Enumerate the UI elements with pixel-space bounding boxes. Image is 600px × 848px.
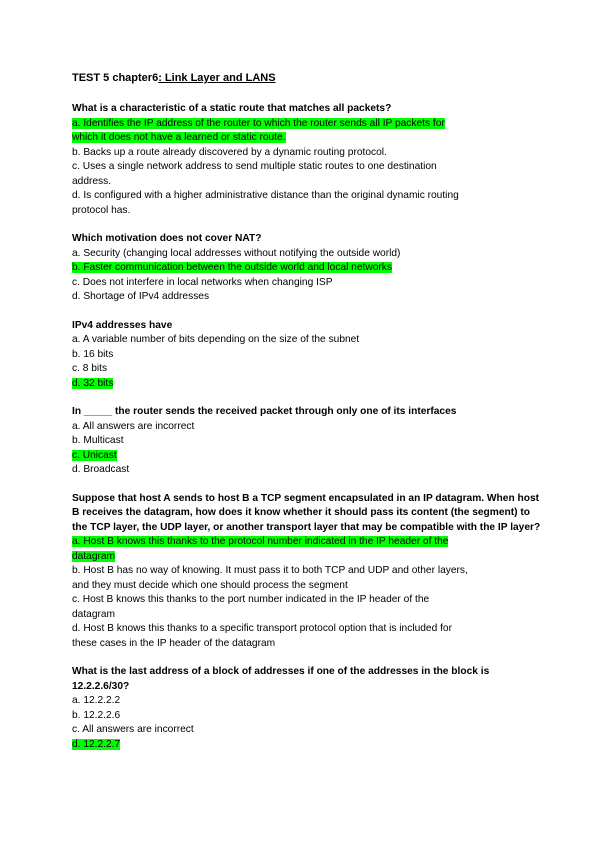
answer-text: b. Multicast (72, 435, 124, 446)
correct-answer-line (72, 261, 542, 276)
correct-answer-line (72, 738, 542, 753)
answer-line (72, 709, 542, 724)
answer-text: datagram (72, 550, 116, 562)
answer-text: which it does not have a learned or static route. (72, 132, 286, 143)
answer-line (72, 189, 542, 204)
title-prefix: TEST 5 chapter6 (72, 72, 159, 84)
question-block (72, 405, 542, 478)
answer-line (72, 175, 542, 190)
answer-line (72, 247, 542, 262)
answer-text: d. 32 bits (72, 377, 114, 389)
answer-line (72, 637, 542, 652)
question-block (72, 232, 542, 305)
answer-text: d. Is configured with a higher administrative distance than the original dynamic routing (72, 190, 459, 201)
answer-line (72, 608, 542, 623)
title-underlined: : Link Layer and LANS (158, 72, 276, 84)
document-content (72, 71, 542, 766)
answer-line (72, 579, 542, 594)
question-text: Which motivation does not cover NAT? (72, 233, 262, 244)
correct-answer-line (72, 377, 542, 392)
answer-text: datagram (72, 608, 116, 620)
question-text: Suppose that host A sends to host B a TCP segment encapsulated in an IP datagram. When host B receives the datagram, how does it know whether it should pass its content (the segment) to the TCP layer, the UDP layer, or another transport layer that may be compatible with the IP layer? (72, 492, 541, 533)
answer-line (72, 694, 542, 709)
question-text: What is a characteristic of a static route that matches all packets? (72, 103, 392, 114)
answer-text: c. Uses a single network address to send multiple static routes to one destination (72, 161, 437, 172)
answer-text: b. Backs up a route already discovered by a dynamic routing protocol. (72, 146, 387, 158)
answer-text: a. Identifies the IP address of the router to which the router sends all IP packets for (72, 117, 445, 129)
answer-line (72, 362, 542, 377)
answer-line (72, 276, 542, 291)
answer-text: protocol has. (72, 204, 131, 216)
answer-text: d. 12.2.2.7 (72, 738, 121, 750)
correct-answer-line (72, 535, 542, 550)
answer-text: d. Broadcast (72, 464, 130, 475)
answer-line (72, 622, 542, 637)
answer-text: a. Security (changing local addresses without notifying the outside world) (72, 247, 401, 259)
answer-line (72, 593, 542, 608)
answer-text: these cases in the IP header of the datagram (72, 637, 276, 649)
answer-line (72, 434, 542, 449)
answer-text: c. Host B knows this thanks to the port number indicated in the IP header of the (72, 594, 430, 605)
question-text: What is the last address of a block of addresses if one of the addresses in the block is 12.2.2.6/30? (72, 666, 490, 692)
answer-text: a. Host B knows this thanks to the protocol number indicated in the IP header of the (72, 536, 449, 547)
question-list (72, 102, 542, 752)
answer-text: d. Host B knows this thanks to a specific transport protocol option that is included for (72, 623, 452, 634)
question-text: IPv4 addresses have (72, 319, 173, 331)
correct-answer-line (72, 131, 542, 146)
answer-text: a. 12.2.2.2 (72, 695, 121, 706)
question-block (72, 665, 542, 752)
answer-text: c. 8 bits (72, 363, 108, 374)
answer-line (72, 160, 542, 175)
answer-text: b. 12.2.2.6 (72, 709, 121, 721)
correct-answer-line (72, 550, 542, 565)
answer-text: address. (72, 175, 112, 187)
question-block (72, 319, 542, 392)
answer-text: d. Shortage of IPv4 addresses (72, 291, 210, 302)
correct-answer-line (72, 449, 542, 464)
answer-text: b. Host B has no way of knowing. It must pass it to both TCP and UDP and other layers, (72, 565, 468, 576)
answer-text: b. 16 bits (72, 348, 114, 360)
answer-line (72, 420, 542, 435)
question-block (72, 492, 542, 652)
answer-text: c. Unicast (72, 449, 117, 461)
answer-line (72, 463, 542, 478)
answer-line (72, 348, 542, 363)
answer-text: b. Faster communication between the outside world and local networks (72, 262, 392, 273)
answer-text: a. A variable number of bits depending on the size of the subnet (72, 334, 360, 345)
answer-line (72, 290, 542, 305)
question-block (72, 102, 542, 218)
correct-answer-line (72, 117, 542, 132)
answer-line (72, 723, 542, 738)
answer-text: c. Does not interfere in local networks when changing ISP (72, 276, 333, 288)
answer-text: a. All answers are incorrect (72, 420, 195, 432)
answer-line (72, 564, 542, 579)
answer-text: and they must decide which one should process the segment (72, 579, 348, 591)
document-title (72, 71, 542, 85)
question-text: In _____ the router sends the received packet through only one of its interfaces (72, 406, 457, 417)
answer-line (72, 333, 542, 348)
answer-line (72, 204, 542, 219)
answer-text: c. All answers are incorrect (72, 724, 194, 735)
answer-line (72, 146, 542, 161)
